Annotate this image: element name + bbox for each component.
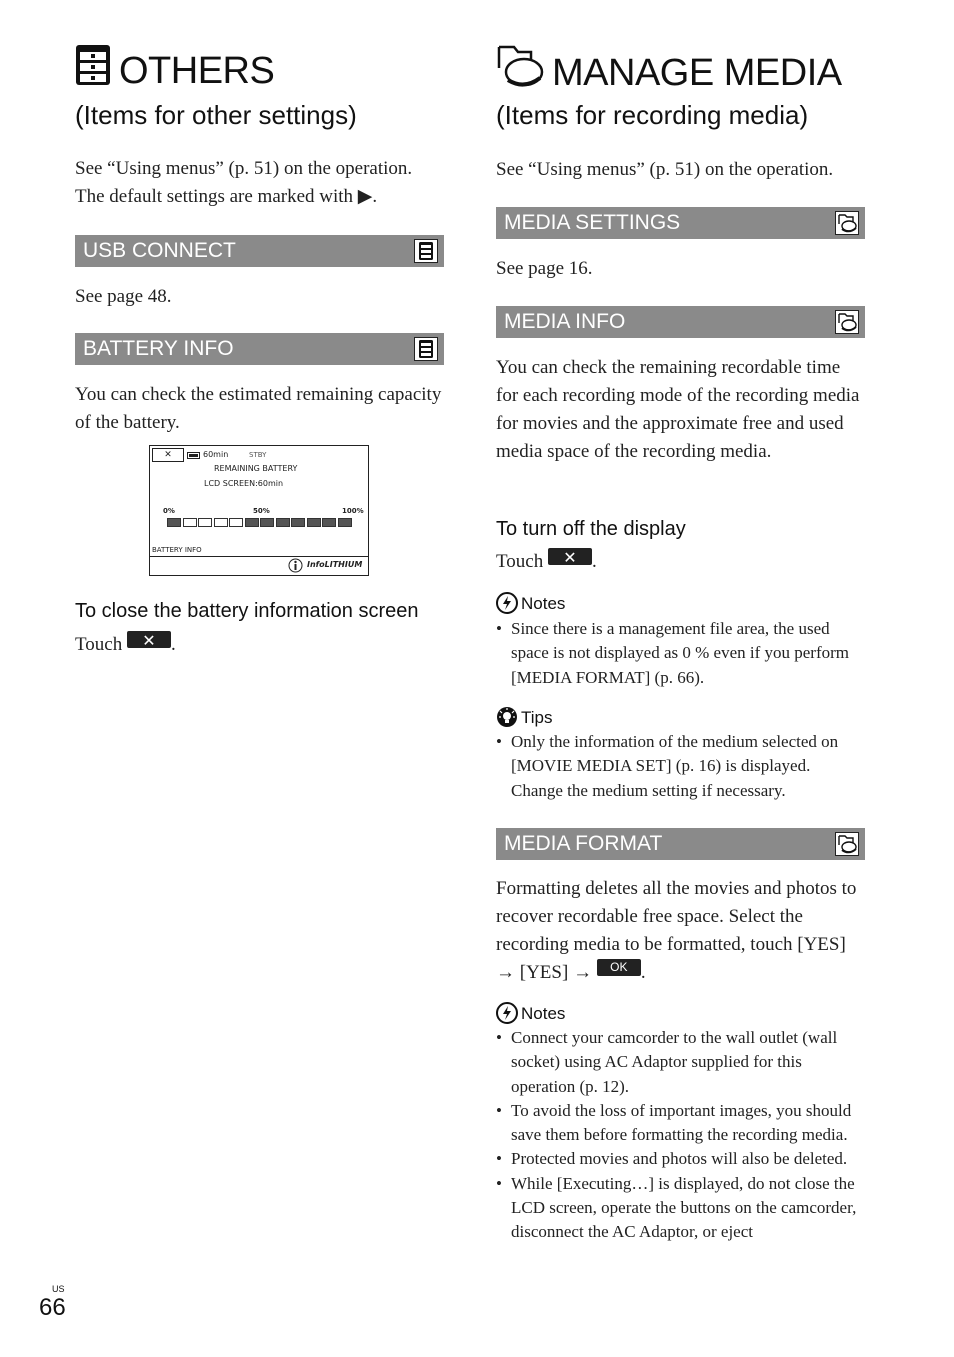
remaining-battery-label: REMAINING BATTERY: [214, 464, 298, 473]
usb-connect-heading: USB CONNECT: [83, 239, 236, 262]
list-item: • Connect your camcorder to the wall outlet (wall socket) using AC Adaptor supplied for this operation (p. 12).: [496, 1026, 866, 1099]
scale-0: 0%: [163, 507, 175, 515]
touch-label: Touch: [496, 551, 544, 572]
ok-label: OK: [610, 960, 628, 974]
lcd-screen-value: 60min: [257, 479, 284, 488]
tips-list: [496, 730, 856, 803]
notes-icon: [496, 1002, 518, 1024]
manage-media-icon: [835, 310, 859, 334]
touch-label: Touch: [75, 634, 123, 655]
media-settings-heading: MEDIA SETTINGS: [504, 211, 681, 234]
battery-segment: [229, 518, 243, 527]
page-title-right: MANAGE MEDIA: [552, 52, 842, 94]
notes-list: [496, 617, 856, 690]
lcd-screen-label: LCD SCREEN:: [204, 479, 258, 488]
page-region-code: US: [52, 1284, 65, 1294]
list-item: • Since there is a management file area, the used space is not displayed as 0 % even if you perform [MEDIA FORMAT] (p. 66).: [496, 617, 856, 690]
page-subtitle: (Items for other settings): [75, 100, 357, 130]
tips-heading: [496, 706, 553, 728]
manage-media-icon: [496, 44, 544, 88]
notes-heading-2: [496, 1002, 565, 1024]
close-icon: ✕: [164, 450, 172, 460]
intro-line-2: The default settings are marked with ▶.: [75, 186, 378, 207]
media-format-bar: [496, 828, 865, 860]
list-item: • While [Executing…] is displayed, do not close the LCD screen, operate the buttons on the camcorder, disconnect the AC Adaptor, or eject: [496, 1172, 866, 1245]
media-info-text: You can check the remaining recordable time for each recording mode of the recording media for movies and the approximate free and used media space of the recording media.: [496, 357, 860, 462]
close-button[interactable]: [127, 631, 171, 648]
battery-segment: [198, 518, 212, 527]
others-icon: [414, 239, 438, 263]
battery-segment: [291, 518, 305, 527]
arrow-icon: →: [496, 962, 515, 983]
intro-text: [75, 155, 455, 211]
close-battery-instruction: Touch ✕ .: [75, 631, 176, 659]
battery-info-screen: [149, 445, 369, 576]
turn-off-display-instruction: Touch ✕ .: [496, 548, 597, 576]
battery-segment: [276, 518, 290, 527]
media-info-bar: [496, 306, 865, 338]
battery-segment: [338, 518, 352, 527]
battery-segment: [167, 518, 181, 527]
scale-50: 50%: [253, 507, 270, 515]
standby-indicator: STBY: [249, 451, 267, 459]
yes-label: [YES]: [515, 962, 574, 983]
notes-icon: [496, 592, 518, 614]
battery-segment: [307, 518, 321, 527]
battery-segment: [183, 518, 197, 527]
manage-media-icon: [835, 211, 859, 235]
battery-time: 60min: [203, 450, 229, 459]
turn-off-display-heading: To turn off the display: [496, 518, 686, 540]
tips-label: Tips: [521, 708, 553, 727]
battery-info-bar: [75, 333, 444, 365]
battery-icon: [187, 452, 201, 459]
close-icon: ✕: [142, 633, 156, 650]
screen-footer-label: BATTERY INFO: [152, 546, 202, 554]
media-format-text-main: Formatting deletes all the movies and photos to recover recordable free space. Select the recording media to be formatted, touch [YES]: [496, 878, 857, 955]
others-icon: [414, 337, 438, 361]
ok-button[interactable]: [597, 959, 641, 976]
battery-info-heading: BATTERY INFO: [83, 337, 234, 360]
scale-100: 100%: [342, 507, 364, 515]
close-button[interactable]: [152, 448, 184, 462]
lcd-screen-line: [204, 479, 283, 488]
close-icon: ✕: [563, 550, 577, 567]
usb-connect-text: See page 48.: [75, 286, 172, 307]
list-item: • Only the information of the medium selected on [MOVIE MEDIA SET] (p. 16) is displayed. Change the medium setting if necessary.: [496, 730, 856, 803]
infolithium-logo: InfoLITHIUM: [307, 560, 363, 569]
media-format-heading: MEDIA FORMAT: [504, 832, 663, 855]
media-settings-text: See page 16.: [496, 258, 593, 279]
manage-media-icon: [835, 832, 859, 856]
battery-segment: [322, 518, 336, 527]
intro-line-1: See “Using menus” (p. 51) on the operation.: [75, 158, 413, 179]
battery-segment: [260, 518, 274, 527]
notes-heading: [496, 592, 565, 614]
media-settings-bar: [496, 207, 865, 239]
tips-icon: [496, 706, 518, 728]
others-icon: [75, 44, 111, 86]
format-notes-list: [496, 1026, 866, 1245]
notes-label: Notes: [521, 594, 566, 613]
notes-label: Notes: [521, 1004, 566, 1023]
arrow-icon: →: [573, 962, 593, 983]
close-button[interactable]: [548, 548, 592, 565]
usb-connect-bar: [75, 235, 444, 267]
page-number: 66: [39, 1294, 66, 1321]
battery-segment: [245, 518, 259, 527]
media-format-text: Formatting deletes all the movies and photos to recover recordable free space. Select the recording media to be formatted, touch [YES] → [YES] → OK .: [496, 878, 857, 983]
media-info-heading: MEDIA INFO: [504, 310, 626, 333]
list-item: • To avoid the loss of important images, you should save them before formatting the recording media.: [496, 1099, 866, 1148]
page-subtitle-right: (Items for recording media): [496, 100, 809, 130]
battery-info-text: You can check the estimated remaining capacity of the battery.: [75, 384, 442, 433]
battery-segment: [214, 518, 228, 527]
intro-text-right: See “Using menus” (p. 51) on the operation.: [496, 159, 834, 180]
list-item: • Protected movies and photos will also be deleted.: [496, 1147, 866, 1171]
page-title: OTHERS: [119, 50, 275, 92]
info-icon: [288, 558, 303, 573]
close-battery-heading: To close the battery information screen: [75, 600, 419, 622]
